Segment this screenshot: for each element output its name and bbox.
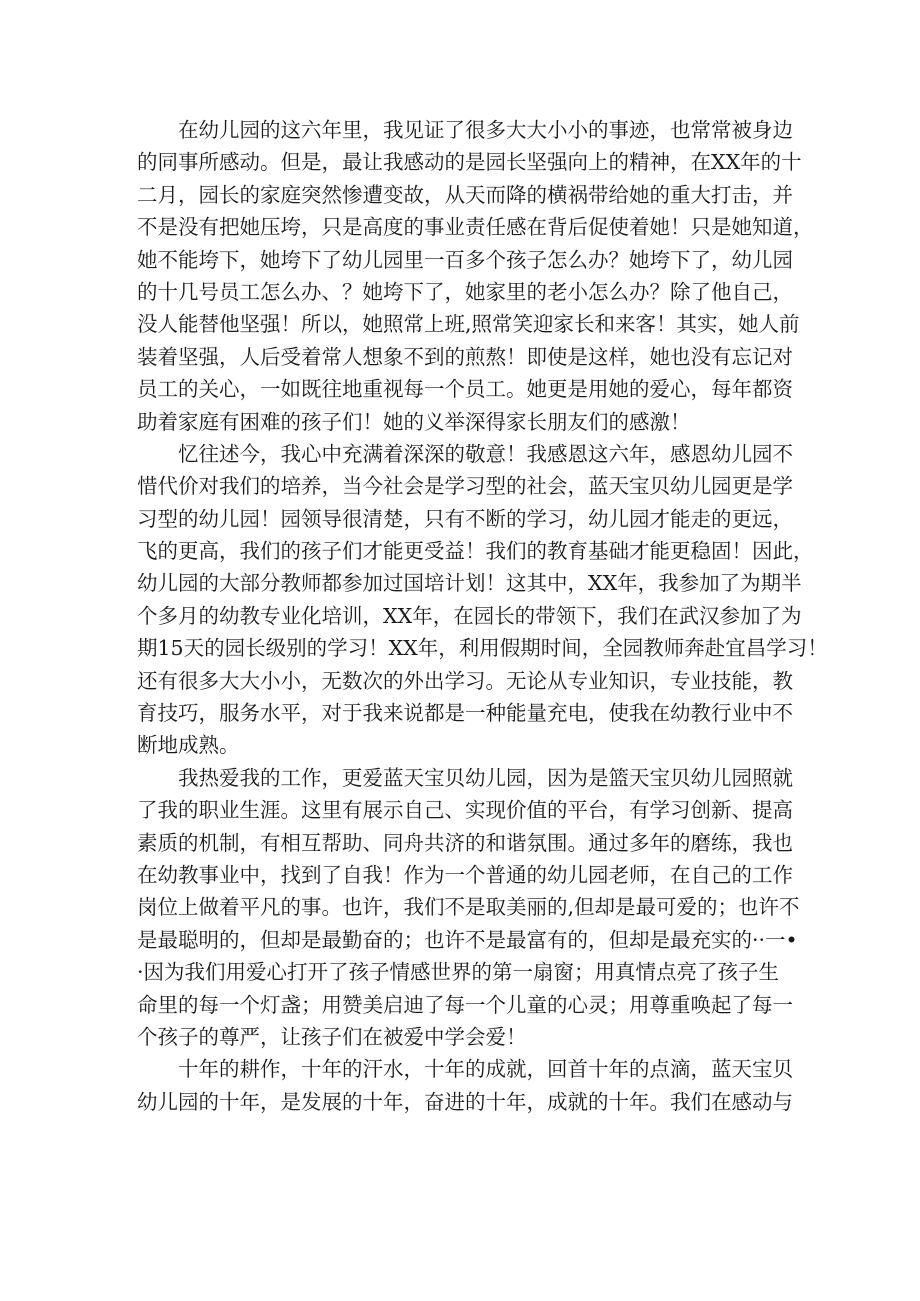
text-line: 装着坚强，人后受着常人想象不到的煎熬！即使是这样，她也没有忘记对 [137,344,793,369]
text-line: 期15天的园长级别的学习！XX年，利用假期时间，全园教师奔赴宜昌学习！ [137,636,828,661]
paragraph [137,762,800,1054]
text-line: 她不能垮下，她垮下了幼儿园里一百多个孩子怎么办？她垮下了，幼儿园 [137,247,793,272]
text-line: 岗位上做着平凡的事。也许，我们不是取美丽的,但却是最可爱的；也许不 [137,895,800,920]
text-line: 十年的耕作，十年的汗水，十年的成就，回首十年的点滴，蓝天宝贝 [178,1057,793,1082]
text-line: 在幼教事业中，找到了自我！作为一个普通的幼儿园老师，在自己的工作 [137,862,793,887]
text-line: 断地成熟。 [137,733,240,758]
text-line: 个多月的幼教专业化培训，XX年，在园长的带领下，我们在武汉参加了为 [137,603,802,628]
text-line: 命里的每一个灯盏；用赞美启迪了每一个儿童的心灵；用尊重唤起了每一 [137,992,793,1017]
text-line: 惜代价对我们的培养，当今社会是学习型的社会，蓝天宝贝幼儿园更是学 [137,474,793,499]
text-line: 了我的职业生涯。这里有展示自己、实现价值的平台，有学习创新、提高 [137,798,793,823]
text-line: 还有很多大大小小，无数次的外出学习。无论从专业知识，专业技能，教 [137,668,793,693]
text-line: 个孩子的尊严，让孩子们在被爱中学会爱！ [137,1024,527,1049]
text-line: 育技巧，服务水平，对于我来说都是一种能量充电，使我在幼教行业中不 [137,701,793,726]
text-line: 幼儿园的大部分教师都参加过国培计划！这其中，XX年，我参加了为期半 [137,571,802,596]
text-line: 没人能替他坚强！所以，她照常上班,照常笑迎家长和来客！其实，她人前 [137,312,800,337]
text-line: 是最聪明的，但却是最勤奋的；也许不是最富有的，但却是最充实的··一• [137,927,798,952]
paragraph [137,438,828,762]
text-line: 助着家庭有困难的孩子们！她的义举深得家长朋友们的感激！ [137,409,691,434]
document-body [137,114,828,1118]
text-line: 习型的幼儿园！园领导很清楚，只有不断的学习，幼儿园才能走的更远， [137,506,793,531]
text-line: 二月，园长的家庭突然惨遭变故，从天而降的横祸带给她的重大打击，并 [137,182,793,207]
text-line: 不是没有把她压垮，只是高度的事业责任感在背后促使着她！只是她知道， [137,215,814,240]
text-line: 幼儿园的十年，是发展的十年，奋进的十年，成就的十年。我们在感动与 [137,1089,793,1114]
text-line: 素质的机制，有相互帮助、同舟共济的和谐氛围。通过多年的磨练，我也 [137,830,793,855]
text-line: ·因为我们用爱心打开了孩子情感世界的第一扇窗；用真情点亮了孩子生 [137,960,780,985]
text-line: 忆往述今，我心中充满着深深的敬意！我感恩这六年，感恩幼儿园不 [178,441,793,466]
text-line: 我热爱我的工作，更爱蓝天宝贝幼儿园，因为是篮天宝贝幼儿园照就 [178,765,793,790]
paragraph [137,114,814,438]
text-line: 的同事所感动。但是，最让我感动的是园长坚强向上的精神，在XX年的十 [137,150,802,175]
text-line: 员工的关心，一如既往地重视每一个员工。她更是用她的爱心，每年都资 [137,377,793,402]
paragraph [137,1053,793,1118]
text-line: 在幼儿园的这六年里，我见证了很多大大小小的事迹，也常常被身边 [178,118,793,142]
text-line: 飞的更高，我们的孩子们才能更受益！我们的教育基础才能更稳固！因此， [137,539,814,564]
text-line: 的十几号员工怎么办、？她垮下了，她家里的老小怎么办？除了他自己， [137,279,793,304]
